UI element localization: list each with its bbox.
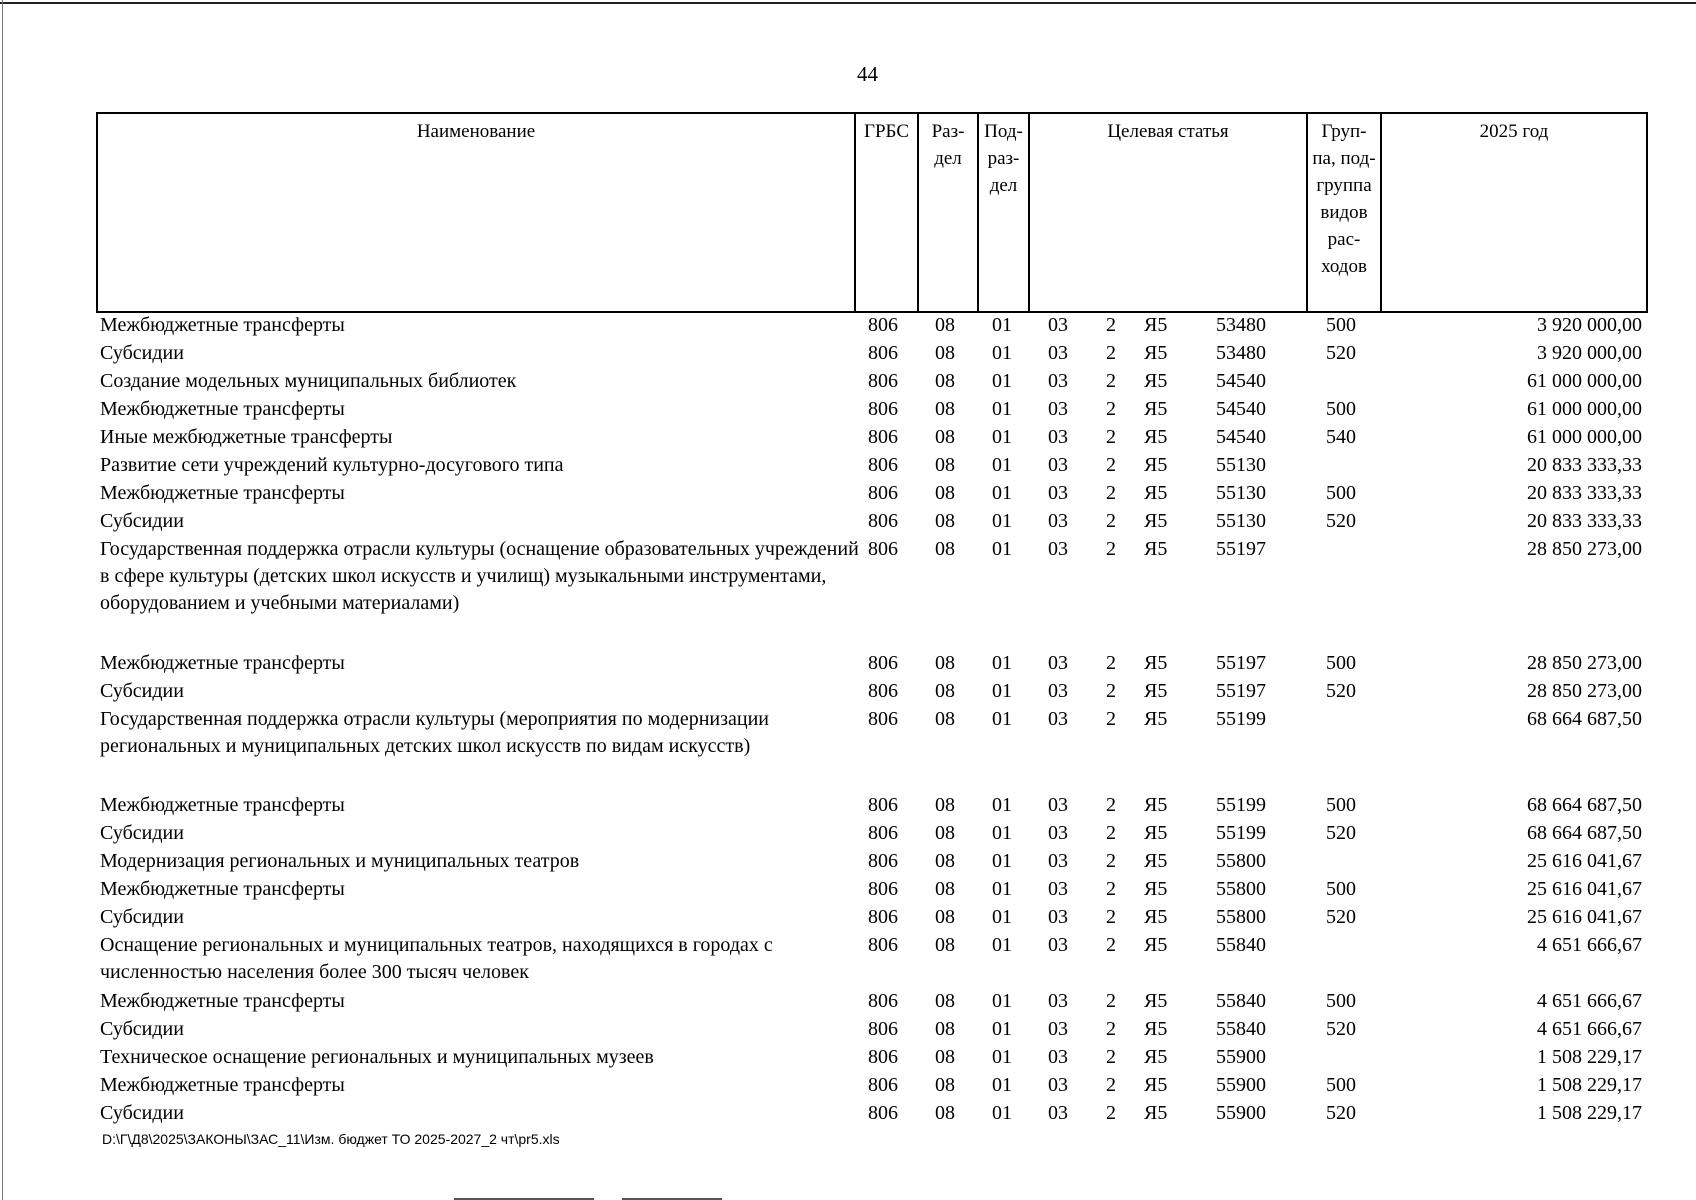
table-cell-razdel: 08 [935,934,955,956]
table-cell-project: Я5 [1144,314,1168,336]
table-cell-razdel: 08 [935,426,955,448]
scan-border-top [0,2,1696,4]
table-row [0,396,1696,424]
table-cell-razdel: 08 [935,708,955,730]
header-name: Наименование [97,113,855,312]
table-cell-grbs: 806 [868,990,898,1012]
table-cell-project: Я5 [1144,680,1168,702]
table-cell-direction: 55800 [1216,850,1266,872]
table-cell-podrazdel: 01 [992,454,1012,476]
table-cell-subprogram: 2 [1106,822,1116,844]
table-cell-podrazdel: 01 [992,652,1012,674]
table-cell-program: 03 [1048,850,1068,872]
table-cell-amount: 1 508 229,17 [1537,1046,1642,1068]
table-cell-amount: 28 850 273,00 [1527,538,1642,560]
table-cell-amount: 28 850 273,00 [1527,680,1642,702]
table-cell-program: 03 [1048,906,1068,928]
table-cell-name: Межбюджетные трансферты [100,878,345,900]
table-cell-name: Оснащение региональных и муниципальных театров, находящихся в городах с численностью населения более 300 тысяч человек [100,934,773,983]
table-cell-amount: 20 833 333,33 [1527,482,1642,504]
table-cell-grbs: 806 [868,426,898,448]
table-cell-project: Я5 [1144,906,1168,928]
table-cell-subprogram: 2 [1106,426,1116,448]
table-cell-expense-group: 500 [1326,652,1356,674]
table-cell-project: Я5 [1144,510,1168,532]
table-cell-direction: 55840 [1216,1018,1266,1040]
table-cell-name: Межбюджетные трансферты [100,482,345,504]
table-cell-project: Я5 [1144,708,1168,730]
table-cell-direction: 55130 [1216,482,1266,504]
table-cell-name: Межбюджетные трансферты [100,314,345,336]
table-cell-podrazdel: 01 [992,342,1012,364]
table-cell-razdel: 08 [935,850,955,872]
table-cell-razdel: 08 [935,314,955,336]
table-cell-name: Межбюджетные трансферты [100,794,345,816]
table-cell-name: Создание модельных муниципальных библиотек [100,370,517,392]
table-cell-grbs: 806 [868,314,898,336]
table-cell-podrazdel: 01 [992,794,1012,816]
table-cell-direction: 55199 [1216,822,1266,844]
table-cell-razdel: 08 [935,906,955,928]
table-cell-razdel: 08 [935,1046,955,1068]
table-cell-name: Техническое оснащение региональных и муниципальных музеев [100,1046,654,1068]
table-cell-project: Я5 [1144,1046,1168,1068]
table-cell-expense-group: 500 [1326,878,1356,900]
table-cell-project: Я5 [1144,850,1168,872]
table-cell-grbs: 806 [868,1102,898,1124]
table-cell-subprogram: 2 [1106,850,1116,872]
table-cell-razdel: 08 [935,1074,955,1096]
table-cell-name: Межбюджетные трансферты [100,398,345,420]
table-cell-direction: 54540 [1216,398,1266,420]
table-cell-subprogram: 2 [1106,1074,1116,1096]
table-cell-amount: 25 616 041,67 [1527,906,1642,928]
table-cell-program: 03 [1048,934,1068,956]
table-cell-project: Я5 [1144,1074,1168,1096]
table-cell-subprogram: 2 [1106,652,1116,674]
table-cell-podrazdel: 01 [992,398,1012,420]
table-cell-program: 03 [1048,878,1068,900]
table-cell-subprogram: 2 [1106,708,1116,730]
table-cell-subprogram: 2 [1106,398,1116,420]
table-cell-direction: 54540 [1216,426,1266,448]
table-row [0,650,1696,678]
table-row [0,312,1696,340]
table-cell-expense-group: 520 [1326,1018,1356,1040]
table-cell-program: 03 [1048,822,1068,844]
table-cell-project: Я5 [1144,652,1168,674]
table-row [0,876,1696,904]
table-cell-program: 03 [1048,1046,1068,1068]
table-cell-podrazdel: 01 [992,850,1012,872]
table-cell-name: Межбюджетные трансферты [100,990,345,1012]
header-razdel: Раз- дел [918,113,978,312]
table-cell-program: 03 [1048,1074,1068,1096]
table-cell-program: 03 [1048,708,1068,730]
table-cell-direction: 55800 [1216,906,1266,928]
table-cell-grbs: 806 [868,934,898,956]
table-cell-amount: 68 664 687,50 [1527,822,1642,844]
table-cell-amount: 61 000 000,00 [1527,426,1642,448]
table-cell-grbs: 806 [868,906,898,928]
table-cell-subprogram: 2 [1106,510,1116,532]
table-cell-expense-group: 500 [1326,990,1356,1012]
table-cell-direction: 55130 [1216,510,1266,532]
table-row [0,706,1696,792]
table-cell-project: Я5 [1144,370,1168,392]
table-cell-project: Я5 [1144,482,1168,504]
table-row [0,678,1696,706]
table-cell-razdel: 08 [935,482,955,504]
table-cell-name: Межбюджетные трансферты [100,652,345,674]
table-cell-podrazdel: 01 [992,990,1012,1012]
table-cell-expense-group: 500 [1326,398,1356,420]
table-cell-direction: 55199 [1216,794,1266,816]
header-grbs: ГРБС [855,113,918,312]
table-cell-subprogram: 2 [1106,906,1116,928]
table-cell-direction: 55900 [1216,1102,1266,1124]
table-row [0,508,1696,536]
table-row [0,988,1696,1016]
table-row [0,1016,1696,1044]
table-cell-razdel: 08 [935,794,955,816]
table-cell-subprogram: 2 [1106,342,1116,364]
table-cell-podrazdel: 01 [992,680,1012,702]
table-cell-podrazdel: 01 [992,906,1012,928]
table-cell-amount: 25 616 041,67 [1527,878,1642,900]
table-cell-podrazdel: 01 [992,314,1012,336]
table-cell-grbs: 806 [868,794,898,816]
table-cell-razdel: 08 [935,398,955,420]
table-cell-amount: 25 616 041,67 [1527,850,1642,872]
table-cell-subprogram: 2 [1106,482,1116,504]
table-cell-grbs: 806 [868,850,898,872]
table-cell-program: 03 [1048,794,1068,816]
table-cell-project: Я5 [1144,878,1168,900]
table-cell-program: 03 [1048,1102,1068,1124]
table-cell-expense-group: 520 [1326,510,1356,532]
table-cell-subprogram: 2 [1106,1046,1116,1068]
table-row [0,368,1696,396]
table-cell-amount: 3 920 000,00 [1537,342,1642,364]
table-cell-subprogram: 2 [1106,314,1116,336]
table-cell-direction: 54540 [1216,370,1266,392]
table-cell-expense-group: 520 [1326,906,1356,928]
page-number: 44 [857,62,878,86]
table-cell-program: 03 [1048,398,1068,420]
table-cell-amount: 20 833 333,33 [1527,454,1642,476]
table-cell-project: Я5 [1144,454,1168,476]
table-cell-name: Иные межбюджетные трансферты [100,426,393,448]
table-cell-razdel: 08 [935,538,955,560]
table-cell-expense-group: 520 [1326,822,1356,844]
table-cell-amount: 4 651 666,67 [1537,1018,1642,1040]
table-cell-grbs: 806 [868,1046,898,1068]
table-cell-subprogram: 2 [1106,680,1116,702]
table-cell-program: 03 [1048,510,1068,532]
table-cell-name: Модернизация региональных и муниципальных театров [100,850,580,872]
table-row [0,848,1696,876]
table-row [0,1100,1696,1128]
table-cell-program: 03 [1048,370,1068,392]
table-header [96,112,1648,313]
table-cell-razdel: 08 [935,680,955,702]
table-cell-name: Субсидии [100,680,184,702]
table-cell-amount: 20 833 333,33 [1527,510,1642,532]
table-cell-subprogram: 2 [1106,1018,1116,1040]
table-cell-program: 03 [1048,482,1068,504]
table-cell-amount: 1 508 229,17 [1537,1102,1642,1124]
header-year: 2025 год [1381,113,1647,312]
table-cell-amount: 1 508 229,17 [1537,1074,1642,1096]
table-cell-podrazdel: 01 [992,1074,1012,1096]
table-cell-grbs: 806 [868,510,898,532]
table-cell-project: Я5 [1144,1102,1168,1124]
table-cell-project: Я5 [1144,538,1168,560]
table-cell-razdel: 08 [935,370,955,392]
table-row [0,536,1696,650]
table-cell-grbs: 806 [868,538,898,560]
table-cell-amount: 4 651 666,67 [1537,990,1642,1012]
table-cell-razdel: 08 [935,1018,955,1040]
table-cell-expense-group: 500 [1326,794,1356,816]
table-cell-subprogram: 2 [1106,990,1116,1012]
table-cell-podrazdel: 01 [992,426,1012,448]
table-cell-name: Межбюджетные трансферты [100,1074,345,1096]
table-cell-amount: 61 000 000,00 [1527,370,1642,392]
table-cell-program: 03 [1048,538,1068,560]
header-target-article: Целевая статья [1029,113,1307,312]
table-cell-subprogram: 2 [1106,538,1116,560]
table-cell-grbs: 806 [868,454,898,476]
table-cell-direction: 55900 [1216,1046,1266,1068]
table-cell-grbs: 806 [868,342,898,364]
table-cell-expense-group: 520 [1326,680,1356,702]
table-cell-name: Государственная поддержка отрасли культуры (мероприятия по модернизации региональных и муниципальных детских школ искусств по видам искусств) [100,708,770,757]
table-row [0,1072,1696,1100]
table-cell-expense-group: 520 [1326,1102,1356,1124]
table-cell-razdel: 08 [935,990,955,1012]
table-cell-razdel: 08 [935,1102,955,1124]
table-cell-grbs: 806 [868,680,898,702]
table-cell-program: 03 [1048,652,1068,674]
table-cell-program: 03 [1048,342,1068,364]
table-cell-direction: 55840 [1216,934,1266,956]
table-cell-razdel: 08 [935,822,955,844]
table-cell-project: Я5 [1144,398,1168,420]
table-cell-amount: 3 920 000,00 [1537,314,1642,336]
table-cell-grbs: 806 [868,652,898,674]
table-row [0,452,1696,480]
table-cell-program: 03 [1048,314,1068,336]
table-cell-project: Я5 [1144,426,1168,448]
table-cell-program: 03 [1048,680,1068,702]
table-cell-podrazdel: 01 [992,1046,1012,1068]
table-cell-project: Я5 [1144,794,1168,816]
table-cell-amount: 4 651 666,67 [1537,934,1642,956]
table-cell-direction: 53480 [1216,342,1266,364]
table-cell-grbs: 806 [868,1018,898,1040]
table-cell-grbs: 806 [868,370,898,392]
table-cell-podrazdel: 01 [992,482,1012,504]
table-cell-razdel: 08 [935,510,955,532]
table-cell-grbs: 806 [868,708,898,730]
table-cell-direction: 55197 [1216,538,1266,560]
file-path: D:\Г\Д8\2025\ЗАКОНЫ\ЗАС_11\Изм. бюджет ТО 2025-2027_2 чт\pr5.xls [102,1131,560,1147]
table-cell-name: Субсидии [100,822,184,844]
table-row [0,820,1696,848]
header-podrazdel: Под- раз- дел [978,113,1029,312]
table-cell-expense-group: 500 [1326,1074,1356,1096]
table-row [0,932,1696,988]
table-cell-podrazdel: 01 [992,510,1012,532]
table-cell-direction: 55130 [1216,454,1266,476]
table-cell-name: Субсидии [100,1102,184,1124]
table-cell-direction: 53480 [1216,314,1266,336]
table-cell-expense-group: 520 [1326,342,1356,364]
table-cell-name: Субсидии [100,342,184,364]
table-cell-razdel: 08 [935,454,955,476]
table-cell-name: Развитие сети учреждений культурно-досугового типа [100,454,564,476]
table-cell-program: 03 [1048,990,1068,1012]
table-row [0,340,1696,368]
table-cell-razdel: 08 [935,878,955,900]
table-cell-podrazdel: 01 [992,370,1012,392]
table-cell-name: Субсидии [100,510,184,532]
table-cell-subprogram: 2 [1106,1102,1116,1124]
table-cell-direction: 55900 [1216,1074,1266,1096]
table-cell-grbs: 806 [868,1074,898,1096]
table-cell-direction: 55840 [1216,990,1266,1012]
table-cell-direction: 55197 [1216,652,1266,674]
table-cell-amount: 28 850 273,00 [1527,652,1642,674]
table-cell-amount: 68 664 687,50 [1527,794,1642,816]
table-cell-subprogram: 2 [1106,878,1116,900]
table-cell-project: Я5 [1144,342,1168,364]
table-cell-name: Государственная поддержка отрасли культуры (оснащение образовательных учреждений в сфере культуры (детских школ искусств и училищ) музыкальными инструментами, оборудованием и учебными материалами) [100,538,859,614]
table-cell-project: Я5 [1144,822,1168,844]
table-cell-razdel: 08 [935,652,955,674]
table-cell-podrazdel: 01 [992,1102,1012,1124]
table-cell-project: Я5 [1144,934,1168,956]
table-cell-program: 03 [1048,1018,1068,1040]
table-cell-project: Я5 [1144,990,1168,1012]
table-cell-subprogram: 2 [1106,934,1116,956]
table-row [0,792,1696,820]
table-cell-grbs: 806 [868,878,898,900]
table-cell-expense-group: 500 [1326,482,1356,504]
table-row [0,904,1696,932]
table-cell-project: Я5 [1144,1018,1168,1040]
table-cell-podrazdel: 01 [992,822,1012,844]
table-cell-podrazdel: 01 [992,878,1012,900]
table-cell-grbs: 806 [868,482,898,504]
table-cell-direction: 55199 [1216,708,1266,730]
table-cell-podrazdel: 01 [992,538,1012,560]
table-cell-direction: 55197 [1216,680,1266,702]
table-cell-podrazdel: 01 [992,1018,1012,1040]
header-expense-group: Груп- па, под- группа видов рас- ходов [1307,113,1381,312]
table-cell-direction: 55800 [1216,878,1266,900]
table-row [0,1044,1696,1072]
table-cell-subprogram: 2 [1106,454,1116,476]
table-cell-subprogram: 2 [1106,370,1116,392]
table-cell-name: Субсидии [100,1018,184,1040]
table-cell-name: Субсидии [100,906,184,928]
table-cell-amount: 61 000 000,00 [1527,398,1642,420]
table-cell-grbs: 806 [868,398,898,420]
table-cell-podrazdel: 01 [992,934,1012,956]
table-cell-expense-group: 500 [1326,314,1356,336]
table-row [0,480,1696,508]
table-cell-program: 03 [1048,426,1068,448]
table-row [0,424,1696,452]
table-cell-program: 03 [1048,454,1068,476]
table-cell-expense-group: 540 [1326,426,1356,448]
table-cell-grbs: 806 [868,822,898,844]
table-cell-razdel: 08 [935,342,955,364]
table-cell-amount: 68 664 687,50 [1527,708,1642,730]
table-cell-subprogram: 2 [1106,794,1116,816]
table-cell-podrazdel: 01 [992,708,1012,730]
